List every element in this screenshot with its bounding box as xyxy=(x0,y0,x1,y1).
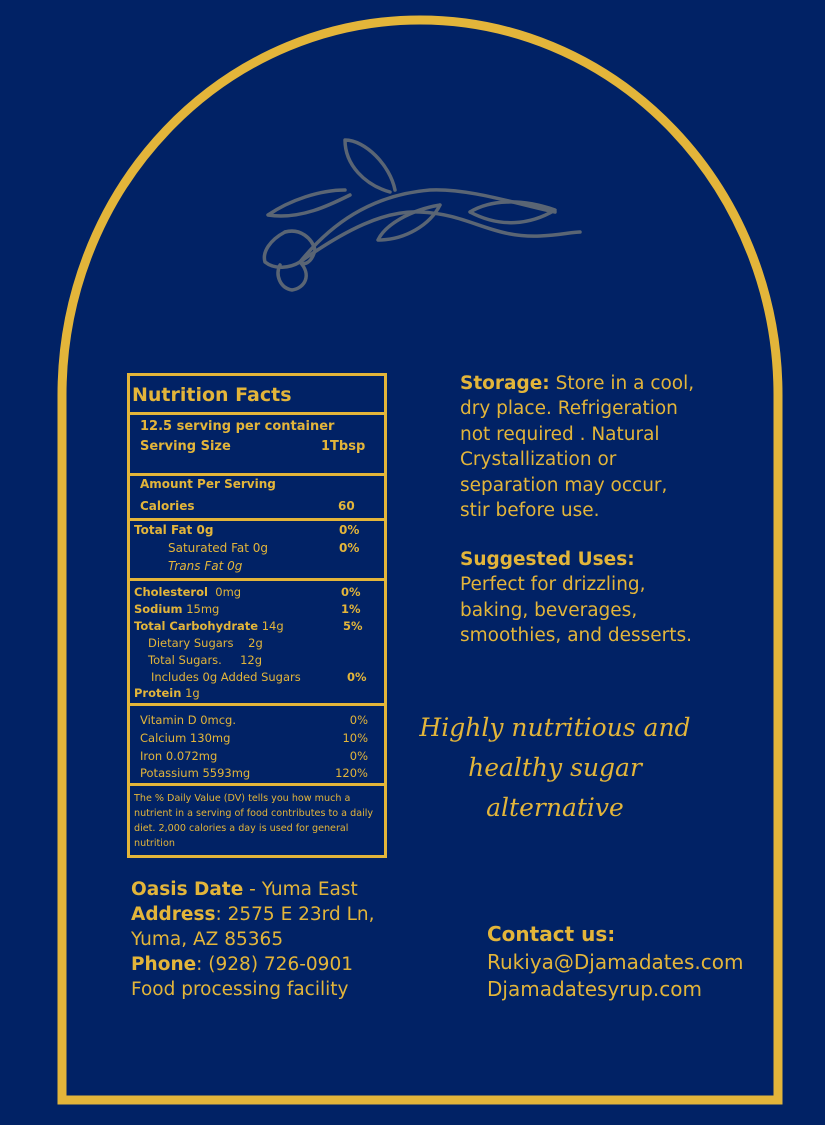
carbohydrate-row: Total Carbohydrate 14g xyxy=(134,619,284,633)
trans-fat-label: Trans Fat 0g xyxy=(168,559,243,573)
daily-value-footnote: The % Daily Value (DV) tells you how much a nutrient in a serving of food contributes to a daily diet. 2,000 calories a day is used for general nutrition xyxy=(134,793,374,849)
vitamin-row-label: Calcium 130mg xyxy=(140,731,231,745)
phone-label: Phone xyxy=(131,953,197,975)
protein-row: Protein 1g xyxy=(134,686,200,700)
cholesterol-dv: 0% xyxy=(341,585,361,599)
contact-section xyxy=(487,921,743,1004)
saturated-fat-dv: 0% xyxy=(339,541,360,555)
leaf-branch-icon xyxy=(264,140,580,290)
phone-value: : (928) 726-0901 xyxy=(196,953,353,975)
facility-type: Food processing facility xyxy=(131,978,349,1000)
nutrition-facts-panel xyxy=(127,373,387,858)
vitamin-row-dv: 10% xyxy=(342,731,368,745)
address-line1: : 2575 E 23rd Ln, xyxy=(215,903,375,925)
contact-email[interactable]: Rukiya@Djamadates.com xyxy=(487,949,744,974)
dietary-sugars: Dietary Sugars 2g xyxy=(148,636,263,650)
phone-row xyxy=(131,953,375,978)
vitamin-row-label: Potassium 5593mg xyxy=(140,766,251,780)
vitamin-row-dv: 0% xyxy=(349,713,368,727)
added-sugars: Includes 0g Added Sugars xyxy=(151,670,301,684)
added-sugars-dv: 0% xyxy=(347,670,367,684)
vitamin-row-label: Iron 0.072mg xyxy=(140,749,218,763)
cholesterol-row: Cholesterol 0mg xyxy=(134,585,242,599)
facility-info xyxy=(131,878,375,1003)
storage-text: Store in a cool, dry place. Refrigeration not required . Natural Crystallization or separation may occur, stir before use. xyxy=(460,373,695,522)
sodium-row: Sodium 15mg xyxy=(134,602,220,616)
facility-location: - Yuma East xyxy=(249,879,358,900)
saturated-fat-label: Saturated Fat 0g xyxy=(168,541,269,555)
calories-value: 60 xyxy=(338,499,355,513)
storage-section xyxy=(460,371,700,523)
facility-name: Oasis Date xyxy=(131,879,244,900)
calories-label: Calories xyxy=(140,499,195,513)
vitamin-row-label: Vitamin D 0mcg. xyxy=(140,713,237,727)
facility-name-row xyxy=(131,878,375,903)
carbohydrate-dv: 5% xyxy=(343,619,363,633)
sodium-dv: 1% xyxy=(341,602,361,616)
serving-size-label: Serving Size xyxy=(140,439,231,454)
vitamin-row-dv: 120% xyxy=(335,766,368,780)
serving-size-value: 1Tbsp xyxy=(321,439,366,454)
suggested-uses-section xyxy=(460,547,700,649)
amount-per-serving: Amount Per Serving xyxy=(140,477,276,491)
vitamin-row-dv: 0% xyxy=(349,749,368,763)
nutrition-title: Nutrition Facts xyxy=(132,384,292,406)
total-fat-label: Total Fat 0g xyxy=(134,523,214,537)
total-fat-dv: 0% xyxy=(339,523,360,537)
storage-heading: Storage: xyxy=(460,373,550,394)
tagline: Highly nutritious and healthy sugar alternative xyxy=(419,713,691,822)
address-row xyxy=(131,903,375,928)
address-label: Address xyxy=(131,903,216,925)
suggested-uses-heading: Suggested Uses: xyxy=(460,549,635,570)
total-sugars: Total Sugars. 12g xyxy=(148,653,263,667)
address-line2: Yuma, AZ 85365 xyxy=(131,928,284,950)
suggested-uses-text: Perfect for drizzling, baking, beverages, smoothies, and desserts. xyxy=(460,574,693,647)
contact-website[interactable]: Djamadatesyrup.com xyxy=(487,977,702,1001)
contact-heading: Contact us: xyxy=(487,922,616,946)
servings-per-container: 12.5 serving per container xyxy=(140,419,335,434)
